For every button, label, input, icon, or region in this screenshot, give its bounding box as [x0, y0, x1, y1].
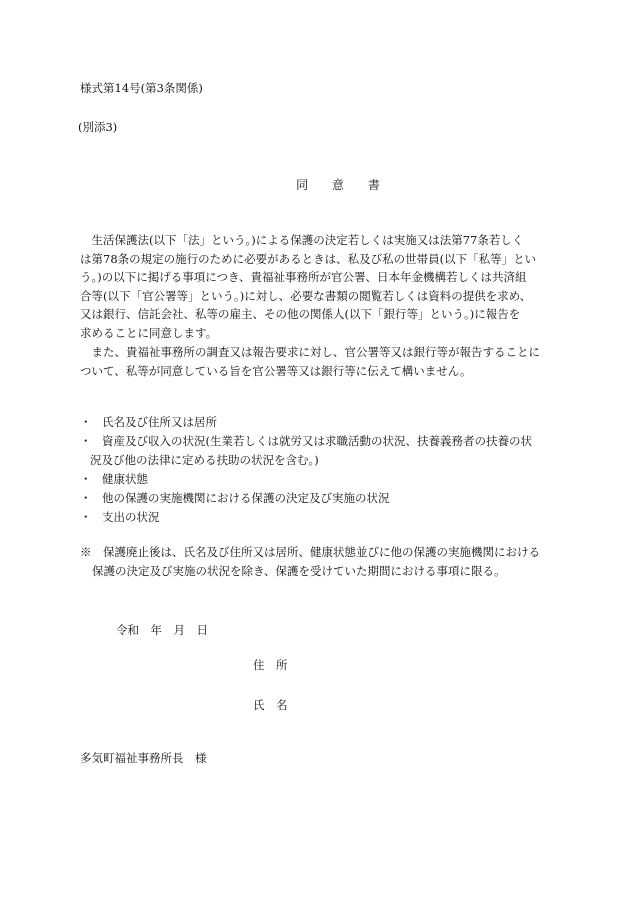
- consent-paragraph-1: [80, 231, 552, 342]
- bullet-icon: ・: [80, 491, 92, 505]
- paragraph-line: また、貴福祉事務所の調査又は報告要求に対し、官公署等又は銀行等が報告することに: [80, 345, 540, 359]
- paragraph-line: 求めることに同意します。: [80, 325, 218, 340]
- form-number: 様式第14号(第3条関係): [80, 81, 203, 95]
- document-title: [0, 176, 630, 193]
- list-item-text: 資産及び収入の状況(生業若しくは就労又は求職活動の状況、扶養義務者の扶養の状: [102, 434, 532, 448]
- addressee: 多気町福祉事務所長 様: [80, 751, 207, 765]
- list-item: [80, 489, 560, 508]
- date-field: 令和 年 月 日: [116, 623, 208, 637]
- bullet-icon: ・: [80, 434, 92, 448]
- name-label: 氏 名: [253, 698, 288, 712]
- list-item-text: 氏名及び住所又は居所: [102, 415, 217, 429]
- title-char-1: 同: [296, 178, 309, 192]
- paragraph-line: は第78条の規定の施行のために必要があるときは、私及び私の世帯員(以下「私等」とい: [80, 251, 537, 266]
- bullet-icon: ・: [80, 472, 92, 486]
- paragraph-line: う。)の以下に掲げる事項につき、貴福祉事務所が官公署、日本年金機構若しくは共済組: [80, 270, 527, 284]
- consent-item-list: [80, 413, 560, 527]
- bullet-icon: ・: [80, 415, 92, 429]
- list-item-text: 支出の状況: [102, 510, 160, 524]
- list-item: [80, 470, 560, 489]
- paragraph-line: 合等(以下「官公署等」という。)に対し、必要な書類の閲覧若しくは資料の提供を求め、: [80, 288, 532, 303]
- list-item: [80, 413, 560, 432]
- list-item: [80, 432, 560, 470]
- note: [80, 543, 540, 581]
- note-line: 保護の決定及び実施の状況を除き、保護を受けていた期間における事項に限る。: [92, 564, 506, 578]
- paragraph-line: 又は銀行、信託会社、私等の雇主、その他の関係人(以下「銀行等」という。)に報告を: [80, 307, 521, 321]
- attachment-label: (別添3): [78, 120, 118, 134]
- paragraph-line: ついて、私等が同意している旨を官公署等又は銀行等に伝えて構いません。: [80, 363, 472, 378]
- note-line: ※ 保護廃止後は、氏名及び住所又は居所、健康状態並びに他の保護の実施機関における: [80, 545, 540, 559]
- list-item-text: 健康状態: [102, 472, 148, 486]
- list-item-text: 況及び他の法律に定める扶助の状況を含む。): [90, 453, 319, 467]
- bullet-icon: ・: [80, 510, 92, 524]
- title-char-2: 意: [331, 178, 344, 192]
- consent-paragraph-2: [80, 343, 552, 380]
- title-char-3: 書: [367, 178, 380, 192]
- list-item: [80, 508, 560, 527]
- list-item-text: 他の保護の実施機関における保護の決定及び実施の状況: [102, 491, 390, 505]
- paragraph-line: 生活保護法(以下「法」という。)による保護の決定若しくは実施又は法第77条若しく: [80, 233, 524, 247]
- address-label: 住 所: [253, 658, 288, 672]
